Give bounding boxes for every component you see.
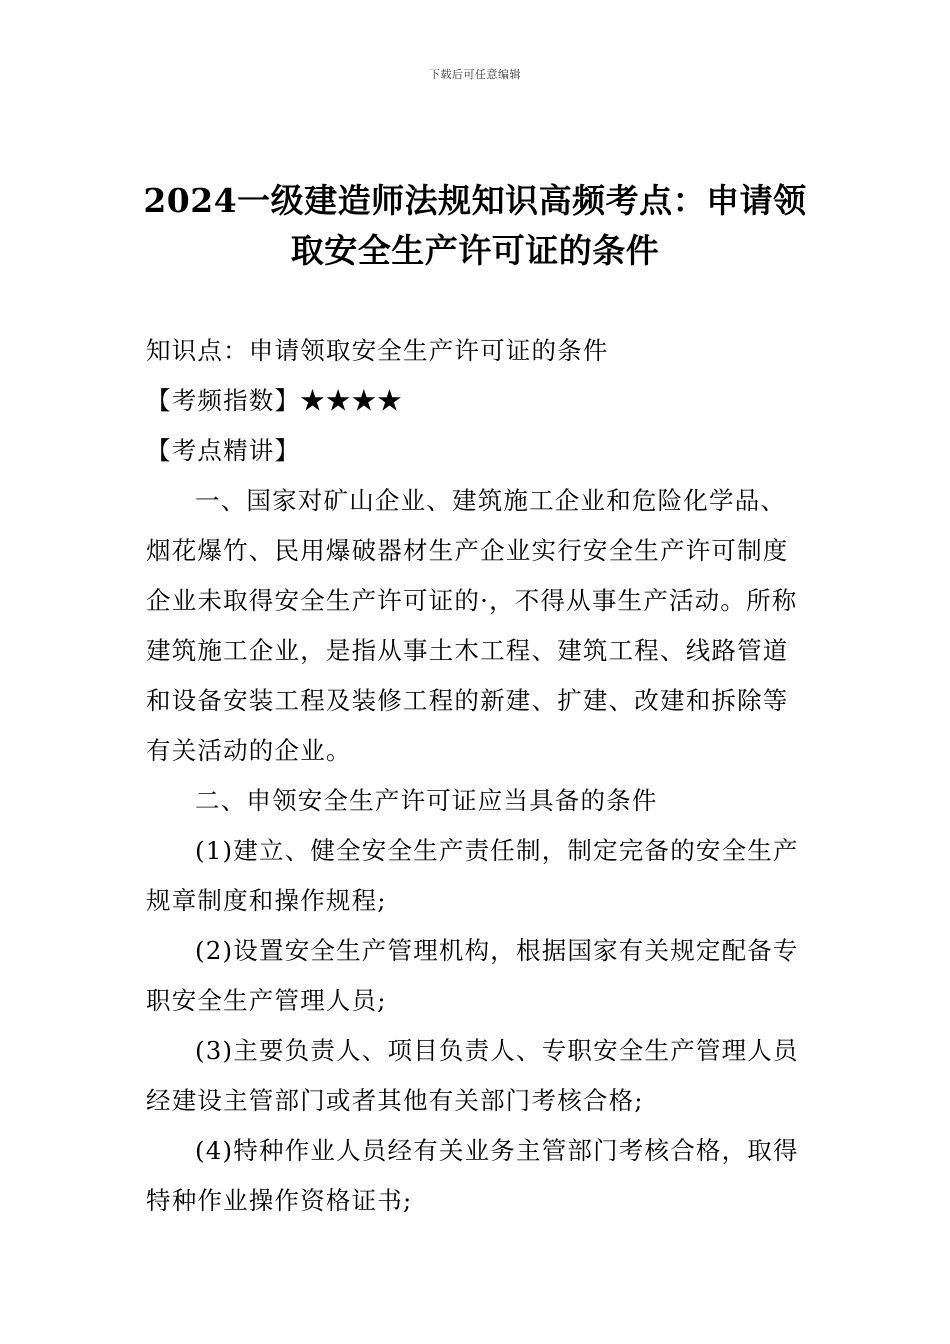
- document-title: 2024一级建造师法规知识高频考点：申请领取安全生产许可证的条件: [143, 181, 807, 270]
- paragraph-two-heading: 二、申领安全生产许可证应当具备的条件: [195, 786, 658, 815]
- section-heading: 【考点精讲】: [146, 436, 301, 465]
- condition-item-3: (3)主要负责人、项目负责人、专职安全生产管理人员经建设主管部门或者其他有关部门考核合格;: [146, 1036, 799, 1115]
- paragraph-one: 一、国家对矿山企业、建筑施工企业和危险化学品、烟花爆竹、民用爆破器材生产企业实行安全生产许可制度企业未取得安全生产许可证的·，不得从事生产活动。所称建筑施工企业，是指从事土木工程、建筑工程、线路管道和设备安装工程及装修工程的新建、扩建、改建和拆除等有关活动的企业。: [146, 486, 798, 765]
- document-body: [146, 326, 810, 1226]
- frequency-index-line: 【考频指数】★★★★: [146, 386, 403, 415]
- condition-item-1: (1)建立、健全安全生产责任制，制定完备的安全生产规章制度和操作规程;: [146, 836, 799, 915]
- header-note: 下载后可任意编辑: [429, 68, 521, 81]
- condition-item-2: (2)设置安全生产管理机构，根据国家有关规定配备专职安全生产管理人员;: [146, 936, 799, 1015]
- condition-item-4: (4)特种作业人员经有关业务主管部门考核合格，取得特种作业操作资格证书;: [146, 1136, 799, 1215]
- knowledge-point-line: 知识点：申请领取安全生产许可证的条件: [146, 336, 609, 365]
